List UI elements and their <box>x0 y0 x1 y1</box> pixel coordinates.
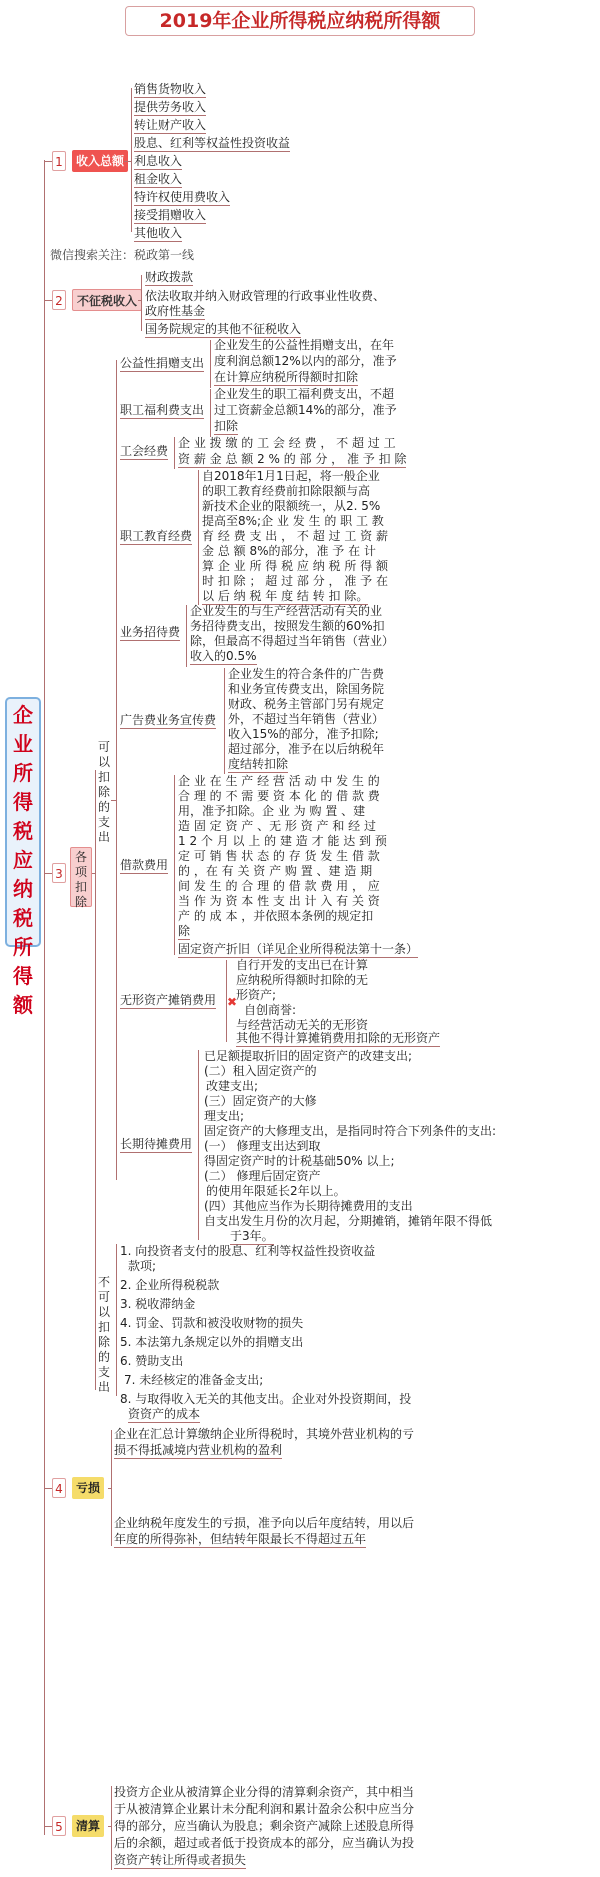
text-line: 的使用年限延长2年以上。 <box>206 1184 346 1198</box>
list-item: 1. 向投资者支付的股息、红利等权益性投资收益 <box>120 1244 376 1258</box>
text-line: 企业发生的职工福利费支出，不超 <box>214 387 395 401</box>
text-line: 与经营活动无关的无形资 <box>236 1018 369 1032</box>
text-line: 度结转扣除 <box>228 757 289 771</box>
text-line: 投资方企业从被清算企业分得的清算剩余资产，其中相当 <box>114 1785 415 1799</box>
text-line: 算 企 业 所 得 税 应 纳 税 所 得 额 <box>202 559 388 573</box>
text-line: 合 理 的 不 需 要 资 本 化 的 借 款 费 <box>178 789 380 803</box>
intangible-label: 无形资产摊销费用 <box>120 993 217 1007</box>
text-line: 资资产转让所得或者损失 <box>114 1853 247 1867</box>
list-item: 国务院规定的其他不征税收入 <box>145 322 302 336</box>
list-item: 依法收取并纳入财政管理的行政事业性收费、 <box>145 289 386 303</box>
list-item: 特许权使用费收入 <box>134 190 231 204</box>
text-line: 收入的0.5% <box>190 649 257 663</box>
bracket <box>111 1430 112 1546</box>
text-line: 新技术企业的限额统一，从2. 5% <box>202 499 381 513</box>
non-taxable-category: 不征税收入 <box>72 289 142 311</box>
text-line: 改建支出; <box>206 1079 259 1093</box>
list-item: 7. 未经核定的准备金支出; <box>124 1373 264 1387</box>
bracket <box>174 775 175 955</box>
bracket <box>210 340 211 388</box>
text-line: 金 总 额 8%的部分，准 予 在 计 <box>202 544 376 558</box>
text-line: 和业务宣传费支出，除国务院 <box>228 682 385 696</box>
section-number: 4 <box>52 1478 66 1498</box>
text-line: 已足额提取折旧的固定资产的改建支出; <box>204 1049 413 1063</box>
trunk-line <box>44 160 45 1835</box>
list-item: 2. 企业所得税税款 <box>120 1278 220 1292</box>
connector <box>44 1488 52 1489</box>
union-label: 工会经费 <box>120 444 169 458</box>
section-number: 5 <box>52 1816 66 1836</box>
text-line: 过工资薪金总额14%的部分，准予 <box>214 403 397 417</box>
text-line: 定 可 销 售 状 态 的 存 货 发 生 借 款 <box>178 849 380 863</box>
bracket <box>141 275 142 331</box>
list-item: 3. 税收滞纳金 <box>120 1297 196 1311</box>
text-line: 企 业 拨 缴 的 工 会 经 费 ， 不 超 过 工 <box>178 436 396 450</box>
list-item: 款项; <box>128 1259 157 1273</box>
text-line: 育 经 费 支 出 ， 不 超 过 工 资 薪 <box>202 529 388 543</box>
list-item: 租金收入 <box>134 172 183 186</box>
bracket <box>198 1050 199 1240</box>
education-label: 职工教育经费 <box>120 529 193 543</box>
wechat-note: 微信搜索关注：税政第一线 <box>50 248 195 262</box>
main-node: 企业所得税应纳税所得额 <box>5 697 41 947</box>
bracket <box>174 437 175 469</box>
text-line: 企业发生的公益性捐赠支出，在年 <box>214 338 395 352</box>
bracket <box>131 88 132 232</box>
connector <box>44 161 52 162</box>
text-line: (四）其他应当作为长期待摊费用的支出 <box>204 1199 413 1213</box>
list-item: 4. 罚金、罚款和被没收财物的损失 <box>120 1316 304 1330</box>
text-line: 自支出发生月份的次月起，分期摊销，摊销年限不得低 <box>204 1214 493 1228</box>
depreciation-item: 固定资产折旧（详见企业所得税法第十一条） <box>178 942 419 956</box>
list-item: 股息、红利等权益性投资收益 <box>134 136 291 150</box>
text-line: 收入15%的部分，准予扣除; <box>228 727 379 741</box>
text-line: 以 后 纳 税 年 度 结 转 扣 除。 <box>202 589 369 603</box>
connector <box>44 1826 52 1827</box>
bracket <box>224 668 225 774</box>
bracket <box>198 470 199 605</box>
charity-label: 公益性捐赠支出 <box>120 356 205 370</box>
connector <box>44 300 52 301</box>
bracket <box>186 605 187 667</box>
text-line: 的职工教育经费前扣除限额与高 <box>202 484 371 498</box>
bracket <box>116 1244 117 1396</box>
text-line: 自行开发的支出已在计算 <box>236 958 369 972</box>
text-line: 后的余额，超过或者低于投资成本的部分，应当确认为投 <box>114 1836 415 1850</box>
list-item: 5. 本法第九条规定以外的捐赠支出 <box>120 1335 304 1349</box>
text-line: 除，但最高不得超过当年销售（营业） <box>190 634 395 648</box>
text-line: 企 业 在 生 产 经 营 活 动 中 发 生 的 <box>178 774 380 788</box>
text-line: 得固定资产时的计税基础50% 以上; <box>204 1154 395 1168</box>
page-title: 2019年企业所得税应纳税所得额 <box>125 6 475 36</box>
text-line: 超过部分，准予在以后纳税年 <box>228 742 385 756</box>
text-line: 外，不超过当年销售（营业） <box>228 712 385 726</box>
connector <box>44 873 52 874</box>
text-line: 企业纳税年度发生的亏损，准予向以后年度结转，用以后 <box>114 1516 415 1530</box>
text-line: 除 <box>178 924 191 938</box>
cross-icon: ✖ <box>227 995 238 1009</box>
text-line: 自2018年1月1日起，将一般企业 <box>202 469 380 483</box>
deductions-category: 各项扣除 <box>70 847 92 907</box>
text-line: 其他不得计算摊销费用扣除的无形资产 <box>236 1031 441 1045</box>
text-line: (一） 修理支出达到取 <box>204 1139 321 1153</box>
deductible-label: 可以扣除的支出 <box>97 740 110 844</box>
section-number: 2 <box>52 290 66 310</box>
list-item: 转让财产收入 <box>134 118 207 132</box>
income-category: 收入总额 <box>72 150 128 172</box>
text-line: (二） 修理后固定资产 <box>204 1169 321 1183</box>
text-line: 形资产; <box>236 988 277 1002</box>
text-line: 企业发生的符合条件的广告费 <box>228 667 385 681</box>
list-item: 利息收入 <box>134 154 183 168</box>
non-deductible-label: 不可以扣除的支出 <box>97 1275 110 1394</box>
prepaid-label: 长期待摊费用 <box>120 1137 193 1151</box>
list-item: 财政拨款 <box>145 270 194 284</box>
text-line: 间 发 生 的 合 理 的 借 款 费 用 ， 应 <box>178 879 380 893</box>
list-item: 其他收入 <box>134 226 183 240</box>
section-number: 1 <box>52 151 66 171</box>
text-line: 产 的 成 本 ，并依照本条例的规定扣 <box>178 909 374 923</box>
text-line: 资 薪 金 总 额 2 % 的 部 分 ， 准 予 扣 除 <box>178 452 407 466</box>
text-line: 当 作 为 资 本 性 支 出 计 入 有 关 资 <box>178 894 380 908</box>
text-line: 扣除 <box>214 419 239 433</box>
text-line: 务招待费支出，按照发生额的60%扣 <box>190 619 385 633</box>
bracket <box>116 360 117 1180</box>
bracket <box>111 1786 112 1870</box>
list-item: 资资产的成本 <box>128 1407 201 1421</box>
text-line: 造 固 定 资 产 、无 形 资 产 和 经 过 <box>178 819 376 833</box>
borrowing-label: 借款费用 <box>120 858 169 872</box>
text-line: 提高至8%;企 业 发 生 的 职 工 教 <box>202 514 384 528</box>
text-line: 1 2 个 月 以 上 的 建 造 才 能 达 到 预 <box>178 834 387 848</box>
loss-category: 亏损 <box>72 1477 104 1499</box>
text-line: 得的部分，应当确认为股息；剩余资产减除上述股息所得 <box>114 1819 415 1833</box>
text-line: 自创商誉: <box>244 1003 297 1017</box>
list-item: 接受捐赠收入 <box>134 208 207 222</box>
list-item: 销售货物收入 <box>134 82 207 96</box>
section-number: 3 <box>52 863 66 883</box>
list-item: 政府性基金 <box>145 304 206 318</box>
text-line: 企业发生的与生产经营活动有关的业 <box>190 604 383 618</box>
text-line: 应纳税所得额时扣除的无 <box>236 973 369 987</box>
text-line: 财政、税务主管部门另有规定 <box>228 697 385 711</box>
bracket <box>210 389 211 437</box>
text-line: 理支出; <box>204 1109 245 1123</box>
text-line: 年度的所得弥补，但结转年限最长不得超过五年 <box>114 1532 367 1546</box>
advertising-label: 广告费业务宣传费 <box>120 713 217 727</box>
welfare-label: 职工福利费支出 <box>120 403 205 417</box>
text-line: (二）租入固定资产的 <box>204 1064 317 1078</box>
bracket <box>95 770 96 1390</box>
text-line: 用，准予扣除。企 业 为 购 置 、建 <box>178 804 366 818</box>
entertainment-label: 业务招待费 <box>120 625 181 639</box>
text-line: 度利润总额12%以内的部分，准予 <box>214 354 397 368</box>
list-item: 8. 与取得收入无关的其他支出。企业对外投资期间，投 <box>120 1392 412 1406</box>
text-line: 于3年。 <box>230 1229 274 1243</box>
liquidation-category: 清算 <box>72 1815 104 1837</box>
list-item: 6. 赞助支出 <box>120 1354 184 1368</box>
text-line: 损不得抵减境内营业机构的盈利 <box>114 1443 283 1457</box>
text-line: 于从被清算企业累计未分配利润和累计盈余公积中应当分 <box>114 1802 415 1816</box>
text-line: (三）固定资产的大修 <box>204 1094 317 1108</box>
text-line: 企业在汇总计算缴纳企业所得税时，其境外营业机构的亏 <box>114 1427 415 1441</box>
text-line: 在计算应纳税所得额时扣除 <box>214 370 359 384</box>
text-line: 固定资产的大修理支出，是指同时符合下列条件的支出: <box>204 1124 497 1138</box>
list-item: 提供劳务收入 <box>134 100 207 114</box>
text-line: 时 扣 除 ； 超 过 部 分 ， 准 予 在 <box>202 574 388 588</box>
text-line: 的 ，在 有 关 资 产 购 置 、建 造 期 <box>178 864 373 878</box>
